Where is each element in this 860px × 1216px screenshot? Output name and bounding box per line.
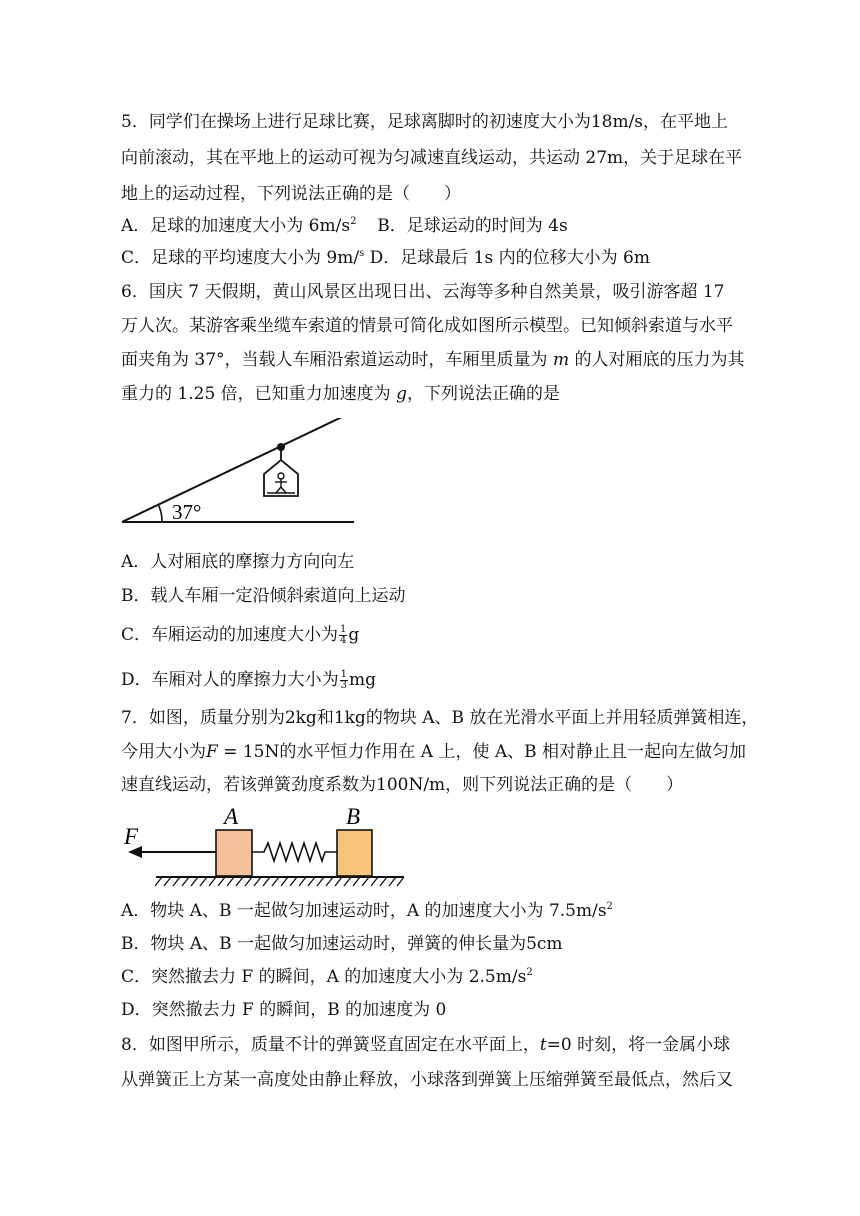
q8-line-2: 从弹簧正上方某一高度处由静止释放，小球落到弹簧上压缩弹簧至最低点，然后又 <box>121 1070 733 1090</box>
block-a-label: A <box>224 804 239 829</box>
block-a <box>216 830 252 876</box>
q7-line-3: 速直线运动，若该弹簧劲度系数为100N/m，则下列说法正确的是（ ） <box>121 775 684 795</box>
fraction-numerator: 1 <box>340 669 348 680</box>
q5-option-d: D．足球最后 1s 内的位移大小为 6m <box>369 248 650 268</box>
q6-line-4-text-a: 重力的 1.25 倍，已知重力加速度为 <box>121 384 397 404</box>
block-b-label: B <box>346 804 361 829</box>
q5-option-a-exponent: 2 <box>350 216 357 227</box>
fraction-denominator: 3 <box>340 680 348 691</box>
q6-line-3 <box>121 348 744 372</box>
q7-force-symbol: F <box>206 742 218 762</box>
q7-line-1: 7．如图，质量分别为2kg和1kg的物块 A、B 放在光滑水平面上并用轻质弹簧相连， <box>121 708 759 728</box>
inclined-cable <box>122 418 344 522</box>
q6-line-4-text-b: ，下列说法正确的是 <box>406 384 560 404</box>
q7-line-2-text-b: = 15N的水平恒力作用在 A 上，使 A、B 相对静止且一起向左做匀加 <box>217 742 747 762</box>
q6-option-c-unit: g <box>348 625 360 645</box>
q5-line-3: 地上的运动过程，下列说法正确的是（ ） <box>121 184 461 204</box>
q7-option-c-text: C．突然撤去力 F 的瞬间，A 的加速度大小为 2.5m/s <box>121 967 527 987</box>
q6-gravity-symbol: g <box>396 384 407 404</box>
q7-option-a-text: A．物块 A、B 一起做匀加速运动时，A 的加速度大小为 7.5m/s <box>121 901 607 921</box>
q6-line-1: 6．国庆 7 天假期，黄山风景区出现日出、云海等多种自然美景，吸引游客超 17 <box>121 282 725 302</box>
fraction-numerator: 1 <box>340 624 347 635</box>
q5-line-2: 向前滚动，其在平地上的运动可视为匀减速直线运动，共运动 27m，关于足球在平 <box>121 148 743 168</box>
q5-options-row-1 <box>121 214 568 238</box>
q7-option-a-exponent: 2 <box>606 901 613 912</box>
q7-line-2 <box>121 740 746 764</box>
q6-option-c-text: C．车厢运动的加速度大小为 <box>121 625 339 645</box>
q7-option-c-exponent: 2 <box>526 967 533 978</box>
q7-line-2-text-a: 今用大小为 <box>121 742 206 762</box>
q5-options-row-2 <box>121 246 650 270</box>
q6-option-a: A．人对厢底的摩擦力方向向左 <box>121 552 355 572</box>
q8-time-symbol: t <box>539 1035 547 1055</box>
q6-option-d-unit: mg <box>349 670 377 690</box>
q6-option-b: B．载人车厢一定沿倾斜索道向上运动 <box>121 586 406 606</box>
cable-car-diagram <box>118 418 368 528</box>
angle-arc <box>158 504 162 522</box>
q5-option-c-superscript: s <box>359 248 365 259</box>
force-label: F <box>124 824 139 849</box>
q6-line-4 <box>121 382 560 406</box>
angle-label: 37° <box>172 500 202 524</box>
q7-option-b: B．物块 A、B 一起做匀加速运动时，弹簧的伸长量为5cm <box>121 934 563 954</box>
q6-option-d-fraction <box>340 670 348 691</box>
spring-blocks-diagram <box>118 800 410 892</box>
q6-mass-symbol: m <box>552 350 570 370</box>
q7-option-d: D．突然撤去力 F 的瞬间，B 的加速度为 0 <box>121 1000 447 1020</box>
q5-line-1: 5．同学们在操场上进行足球比赛，足球离脚时的初速度大小为18m/s，在平地上 <box>121 112 729 132</box>
q7-option-a <box>121 899 613 923</box>
q6-line-3-text-b: 的人对厢底的压力为其 <box>569 350 745 370</box>
ground-hatching <box>155 877 404 886</box>
q6-option-d <box>121 668 376 692</box>
q6-line-3-text-a: 面夹角为 37°，当载人车厢沿索道运动时，车厢里质量为 <box>121 350 553 370</box>
q6-line-2: 万人次。某游客乘坐缆车索道的情景可简化成如图所示模型。已知倾斜索道与水平 <box>121 316 733 336</box>
block-b <box>337 830 372 876</box>
q5-option-c: C．足球的平均速度大小为 9m/ <box>121 248 360 268</box>
q7-option-c <box>121 965 533 989</box>
q5-option-a: A．足球的加速度大小为 6m/s <box>121 216 351 236</box>
q6-option-c-fraction <box>339 625 347 646</box>
cable-car-cabin <box>264 460 298 496</box>
q5-option-b: B．足球运动的时间为 4s <box>377 216 568 236</box>
q8-line-1 <box>121 1033 730 1057</box>
q6-option-d-text: D．车厢对人的摩擦力大小为 <box>121 670 339 690</box>
q8-line-1-text-b: =0 时刻，将一金属小球 <box>546 1035 731 1055</box>
q6-option-c <box>121 623 359 647</box>
spring <box>252 843 337 861</box>
q8-line-1-text-a: 8．如图甲所示，质量不计的弹簧竖直固定在水平面上， <box>121 1035 540 1055</box>
fraction-denominator: 4 <box>340 635 347 646</box>
